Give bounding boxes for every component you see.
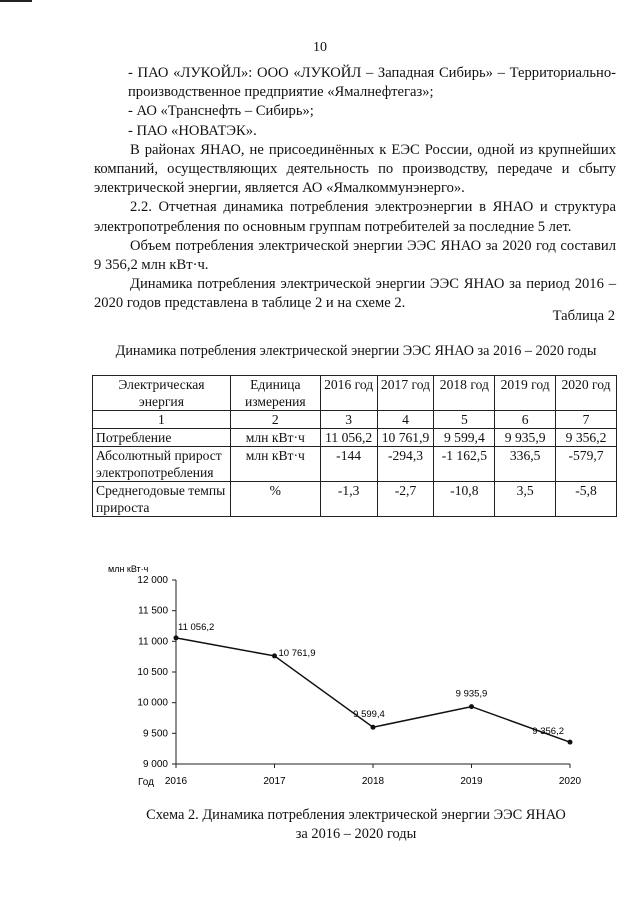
number-cell: 6 <box>495 411 556 429</box>
data-label: 11 056,2 <box>178 621 215 633</box>
table-row <box>93 482 617 517</box>
table-row <box>93 429 617 447</box>
data-point <box>272 653 277 658</box>
value-cell: -144 <box>320 447 377 482</box>
y-tick-label: 11 000 <box>138 636 168 648</box>
number-cell: 4 <box>377 411 434 429</box>
row-label: Абсолютный прирост электропотребления <box>93 447 231 482</box>
series-consumption <box>174 622 573 745</box>
data-point <box>174 635 179 640</box>
x-tick-label: 2016 <box>164 776 188 787</box>
data-point <box>371 725 376 730</box>
list-item-lukoil: - ПАО «ЛУКОЙЛ»: ООО «ЛУКОЙЛ – Западная Сибирь» – Территориально-производственное предприятие «Ямалнефтегаз»; <box>128 65 616 101</box>
value-cell: 9 935,9 <box>495 429 556 447</box>
value-cell: -294,3 <box>377 447 434 482</box>
x-tick-label: 2020 <box>558 776 582 787</box>
value-cell: -10,8 <box>434 482 495 517</box>
y-tick-label: 11 500 <box>138 605 168 617</box>
header-cell: 2017 год <box>377 376 434 411</box>
number-cell: 7 <box>556 411 617 429</box>
header-cell: 2016 год <box>320 376 377 411</box>
y-axis <box>137 575 176 770</box>
value-cell: -1,3 <box>320 482 377 517</box>
list-item-transneft: - АО «Транснефть – Сибирь»; <box>128 103 314 120</box>
paragraph-districts: В районах ЯНАО, не присоединённых к ЕЭС России, одной из крупнейших компаний, осуществляющих деятельность по производству, передаче и сбыту электрической энергии, является АО «Ямалкоммунэнерго». <box>94 141 616 197</box>
chart-svg <box>100 560 600 790</box>
table-caption: Динамика потребления электрической энергии ЭЭС ЯНАО за 2016 – 2020 годы <box>115 343 597 359</box>
row-label: Среднегодовые темпы прироста <box>93 482 231 517</box>
header-cell: 2019 год <box>495 376 556 411</box>
x-axis <box>165 764 582 787</box>
value-cell: 10 761,9 <box>377 429 434 447</box>
y-tick-label: 9 500 <box>142 728 168 740</box>
value-cell: 11 056,2 <box>320 429 377 447</box>
value-cell: 336,5 <box>495 447 556 482</box>
consumption-table <box>92 375 617 517</box>
unit-cell: млн кВт·ч <box>230 447 320 482</box>
header-cell: 2018 год <box>434 376 495 411</box>
value-cell: -5,8 <box>556 482 617 517</box>
number-cell: 1 <box>93 411 231 429</box>
number-cell: 3 <box>320 411 377 429</box>
data-label: 9 356,2 <box>532 726 564 738</box>
number-cell: 2 <box>230 411 320 429</box>
data-label: 10 761,9 <box>278 647 316 659</box>
table-label: Таблица 2 <box>552 308 615 324</box>
y-tick-label: 10 000 <box>137 697 168 709</box>
table-row <box>93 447 617 482</box>
value-cell: -2,7 <box>377 482 434 517</box>
data-point <box>568 740 573 745</box>
chart-caption-line1: Схема 2. Динамика потребления электрической энергии ЭЭС ЯНАО <box>146 807 566 823</box>
x-axis-prefix: Год <box>138 777 154 788</box>
chart-caption <box>96 806 616 844</box>
y-tick-label: 9 000 <box>142 759 168 770</box>
x-tick-label: 2018 <box>361 776 385 787</box>
header-cell: Единица измерения <box>230 376 320 411</box>
section-heading: 2.2. Отчетная динамика потребления электроэнергии в ЯНАО и структура электропотребления по основным группам потребителей за последние 5 лет. <box>94 199 616 235</box>
body-text <box>94 64 616 314</box>
unit-cell: % <box>230 482 320 517</box>
paragraph-volume: Объем потребления электрической энергии ЭЭС ЯНАО за 2020 год составил 9 356,2 млн кВт·ч. <box>94 237 616 274</box>
value-cell: -579,7 <box>556 447 617 482</box>
list-item-novatek: - ПАО «НОВАТЭК». <box>128 122 257 139</box>
data-label: 9 599,4 <box>353 709 385 721</box>
table-number-row <box>93 411 617 429</box>
value-cell: 9 599,4 <box>434 429 495 447</box>
y-tick-label: 12 000 <box>137 575 168 586</box>
data-label: 9 935,9 <box>455 688 488 700</box>
y-axis-label: млн кВт·ч <box>108 564 149 574</box>
table-header-row <box>93 376 617 411</box>
chart-caption-line2: за 2016 – 2020 годы <box>295 826 417 842</box>
header-cell: 2020 год <box>556 376 617 411</box>
paragraph-dynamics: Динамика потребления электрической энергии ЭЭС ЯНАО за период 2016 – 2020 годов представлена в таблице 2 и на схеме 2. <box>94 276 616 312</box>
value-cell: 9 356,2 <box>556 429 617 447</box>
row-label: Потребление <box>93 429 231 447</box>
page-number: 10 <box>313 40 327 55</box>
data-point <box>469 704 474 709</box>
y-tick-label: 10 500 <box>137 667 168 678</box>
x-tick-label: 2019 <box>460 776 483 787</box>
header-cell: Электрическая энергия <box>93 376 231 411</box>
value-cell: 3,5 <box>495 482 556 517</box>
number-cell: 5 <box>434 411 495 429</box>
x-tick-label: 2017 <box>263 776 286 787</box>
value-cell: -1 162,5 <box>434 447 495 482</box>
unit-cell: млн кВт·ч <box>230 429 320 447</box>
top-rule <box>0 0 32 2</box>
consumption-chart <box>100 560 600 790</box>
